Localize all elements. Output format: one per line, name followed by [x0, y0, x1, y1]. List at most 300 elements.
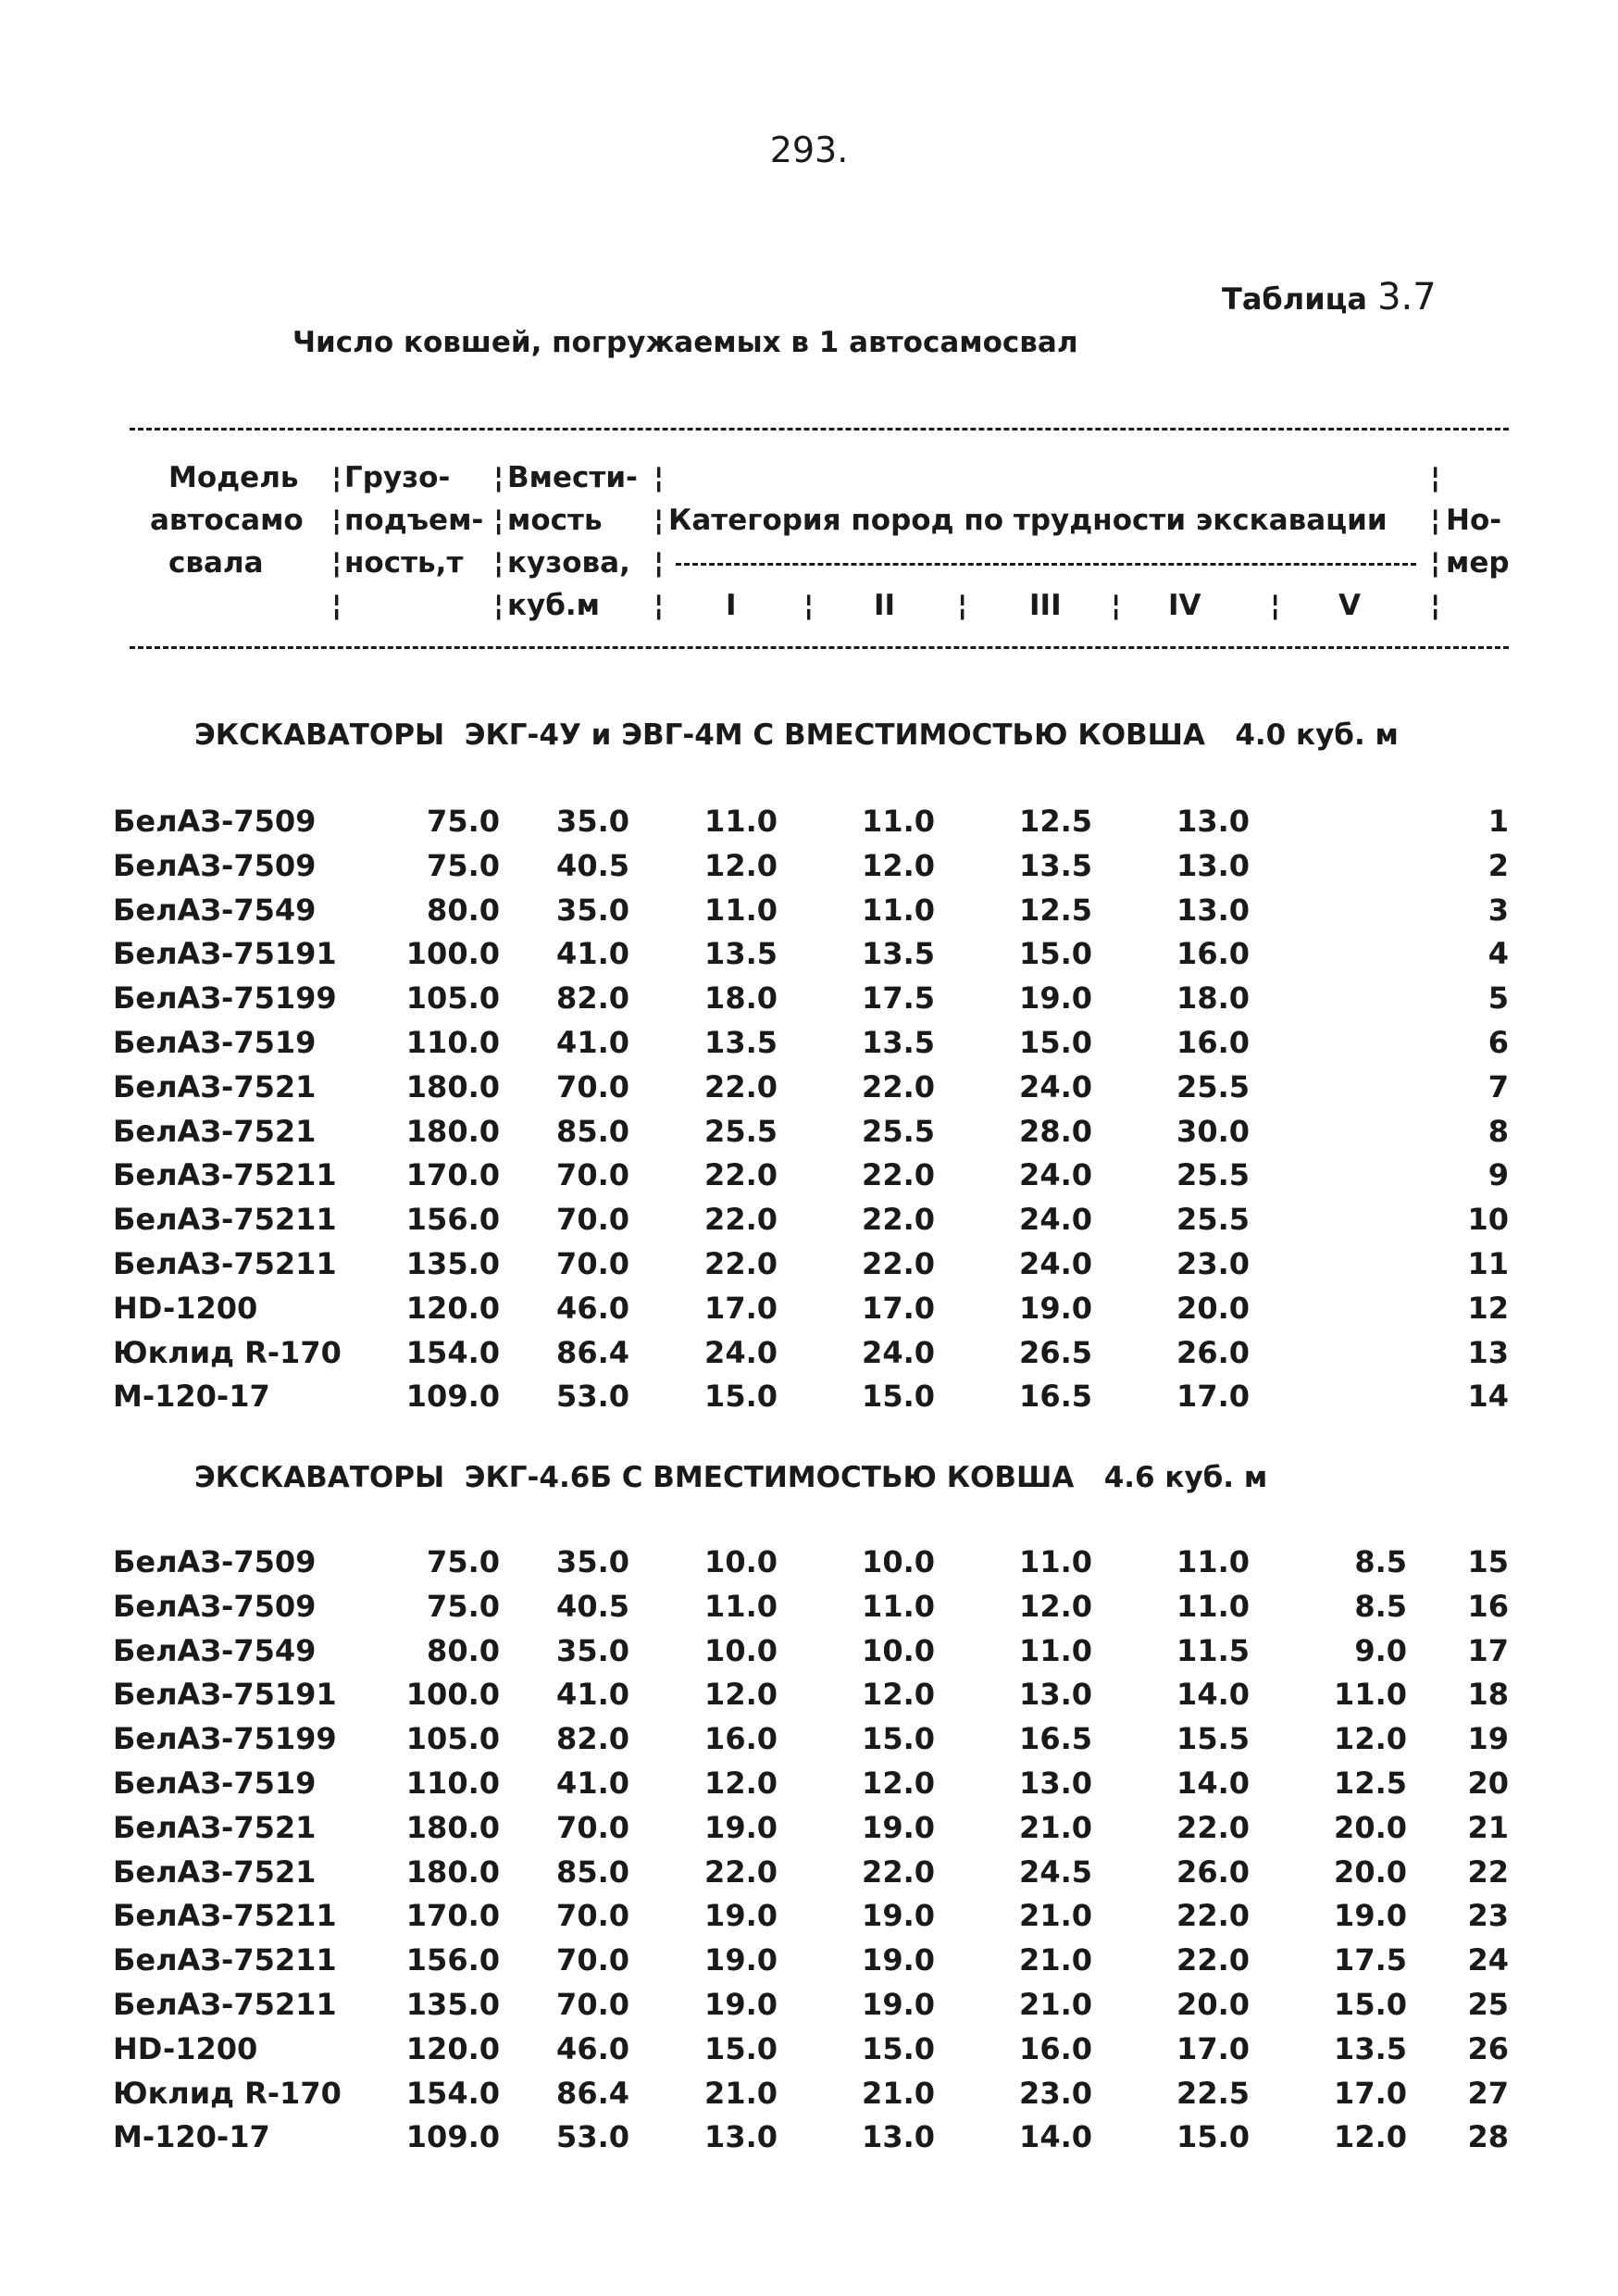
- cell-vol: 70.0: [556, 1202, 629, 1238]
- cell-cap: 135.0: [405, 1987, 500, 2022]
- cell-k2: 25.5: [862, 1113, 935, 1149]
- cell-no: 22: [1467, 1853, 1509, 1890]
- table-row: [0, 1766, 1618, 1810]
- cell-no: 14: [1467, 1379, 1509, 1415]
- cell-k2: 15.0: [862, 1379, 935, 1415]
- cell-no: 4: [1487, 936, 1509, 972]
- cell-k2: 11.0: [862, 1588, 935, 1624]
- cell-cap: 156.0: [405, 1202, 500, 1238]
- cell-k5: 9.0: [1354, 1632, 1407, 1668]
- cell-cap: 180.0: [405, 1853, 500, 1890]
- cell-no: 21: [1467, 1809, 1509, 1845]
- cell-model: HD-1200: [113, 2030, 258, 2066]
- cell-cap: 100.0: [405, 936, 500, 972]
- cell-k4: 11.5: [1176, 1632, 1250, 1668]
- cell-model: БелАЗ-75211: [113, 1942, 337, 1978]
- cell-vol: 53.0: [556, 1379, 629, 1415]
- cell-model: Юклид R-170: [113, 1334, 342, 1370]
- cell-k4: 23.0: [1176, 1246, 1250, 1281]
- section-title: ЭКСКАВАТОРЫ ЭКГ-4У и ЭВГ-4М С ВМЕСТИМОСТЬЮ КОВША 4.0 куб. м: [194, 718, 1399, 752]
- cell-k5: 11.0: [1334, 1677, 1407, 1713]
- table-row: [0, 1025, 1618, 1069]
- cell-k4: 15.5: [1176, 1721, 1250, 1757]
- cell-vol: 40.5: [556, 1588, 629, 1624]
- cell-k2: 15.0: [862, 2030, 935, 2066]
- cell-no: 19: [1467, 1721, 1509, 1757]
- cell-vol: 41.0: [556, 1677, 629, 1713]
- table-row: [0, 1246, 1618, 1291]
- cell-k4: 20.0: [1176, 1290, 1250, 1326]
- cell-k1: 22.0: [704, 1853, 778, 1890]
- cell-k3: 23.0: [1019, 2075, 1092, 2111]
- cell-k3: 19.0: [1019, 980, 1092, 1017]
- cell-cap: 156.0: [405, 1942, 500, 1978]
- cell-cap: 75.0: [427, 847, 500, 883]
- cell-vol: 35.0: [556, 892, 629, 928]
- table-row: [0, 1810, 1618, 1854]
- cell-vol: 46.0: [556, 1290, 629, 1326]
- cell-model: БелАЗ-75211: [113, 1202, 337, 1238]
- cell-no: 20: [1467, 1766, 1509, 1801]
- cell-cap: 105.0: [405, 980, 500, 1017]
- header-separator: ¦: [1430, 546, 1441, 580]
- cell-k2: 19.0: [862, 1942, 935, 1978]
- cell-model: БелАЗ-7549: [113, 892, 317, 928]
- header-separator: ¦: [331, 504, 342, 537]
- cell-k1: 19.0: [704, 1898, 778, 1934]
- cell-vol: 82.0: [556, 1721, 629, 1757]
- cell-cap: 120.0: [405, 1290, 500, 1326]
- cell-k4: 25.5: [1176, 1068, 1250, 1104]
- cell-k4: 13.0: [1176, 847, 1250, 883]
- header-model-line-3: свала: [168, 546, 264, 580]
- cell-cap: 105.0: [405, 1721, 500, 1757]
- cell-k4: 16.0: [1176, 936, 1250, 972]
- cell-model: М-120-17: [113, 1379, 270, 1415]
- cell-k1: 15.0: [704, 2030, 778, 2066]
- cell-vol: 86.4: [556, 2075, 629, 2111]
- cell-no: 10: [1467, 1202, 1509, 1238]
- header-separator: ¦: [653, 504, 665, 537]
- cell-k2: 21.0: [862, 2075, 935, 2111]
- cell-k1: 13.5: [704, 1025, 778, 1060]
- table-row: [0, 1987, 1618, 2031]
- table-row: [0, 1942, 1618, 1987]
- cell-vol: 41.0: [556, 1025, 629, 1060]
- cell-k3: 21.0: [1019, 1809, 1092, 1845]
- cell-model: БелАЗ-75211: [113, 1987, 337, 2022]
- cell-no: 11: [1467, 1246, 1509, 1281]
- cell-k5: 12.0: [1334, 2119, 1407, 2155]
- cell-cap: 170.0: [405, 1157, 500, 1193]
- cell-k5: 17.0: [1334, 2075, 1407, 2111]
- cell-vol: 82.0: [556, 980, 629, 1017]
- header-separator: ¦: [1111, 589, 1122, 622]
- cell-cap: 75.0: [427, 804, 500, 839]
- table-label: [1222, 276, 1437, 318]
- cell-model: БелАЗ-7519: [113, 1025, 317, 1060]
- cell-model: БелАЗ-75199: [113, 980, 337, 1017]
- cell-vol: 40.5: [556, 847, 629, 883]
- cell-k5: 19.0: [1334, 1898, 1407, 1934]
- cell-k1: 25.5: [704, 1113, 778, 1149]
- cell-k5: 8.5: [1354, 1544, 1407, 1579]
- cell-model: БелАЗ-75211: [113, 1246, 337, 1281]
- cell-no: 25: [1467, 1987, 1509, 2022]
- cell-k1: 11.0: [704, 892, 778, 928]
- cell-k4: 26.0: [1176, 1334, 1250, 1370]
- cell-k1: 19.0: [704, 1942, 778, 1978]
- cell-k1: 22.0: [704, 1246, 778, 1281]
- cell-cap: 80.0: [427, 1632, 500, 1668]
- cell-k2: 17.0: [862, 1290, 935, 1326]
- cell-k3: 24.0: [1019, 1157, 1092, 1193]
- cell-k4: 14.0: [1176, 1766, 1250, 1801]
- table-row: [0, 892, 1618, 937]
- cell-model: HD-1200: [113, 1290, 258, 1326]
- table-row: [0, 1379, 1618, 1423]
- header-separator: ¦: [653, 546, 665, 580]
- cell-k4: 13.0: [1176, 804, 1250, 839]
- cell-k3: 13.5: [1019, 847, 1092, 883]
- cell-no: 27: [1467, 2075, 1509, 2111]
- cell-k1: 12.0: [704, 1677, 778, 1713]
- cell-k2: 22.0: [862, 1853, 935, 1890]
- table-row: [0, 1633, 1618, 1678]
- cell-k3: 15.0: [1019, 936, 1092, 972]
- cell-model: БелАЗ-7509: [113, 1544, 317, 1579]
- cell-model: БелАЗ-7519: [113, 1766, 317, 1801]
- cell-cap: 109.0: [405, 1379, 500, 1415]
- cell-cap: 170.0: [405, 1898, 500, 1934]
- cell-k3: 13.0: [1019, 1677, 1092, 1713]
- cell-k2: 10.0: [862, 1632, 935, 1668]
- cell-cap: 135.0: [405, 1246, 500, 1281]
- cell-k1: 13.5: [704, 936, 778, 972]
- cell-k1: 19.0: [704, 1809, 778, 1845]
- cell-vol: 70.0: [556, 1942, 629, 1978]
- table-row: [0, 2031, 1618, 2076]
- cell-k3: 24.5: [1019, 1853, 1092, 1890]
- cell-no: 7: [1487, 1068, 1509, 1104]
- cell-cap: 120.0: [405, 2030, 500, 2066]
- table-row: [0, 1157, 1618, 1202]
- header-category-rule: [676, 563, 1416, 566]
- cell-no: 5: [1487, 980, 1509, 1017]
- table-row: [0, 1589, 1618, 1633]
- table-caption: Число ковшей, погружаемых в 1 автосамосвал: [292, 326, 1078, 359]
- cell-vol: 35.0: [556, 804, 629, 839]
- cell-k3: 24.0: [1019, 1202, 1092, 1238]
- cell-k4: 17.0: [1176, 2030, 1250, 2066]
- cell-k4: 17.0: [1176, 1379, 1250, 1415]
- cell-no: 8: [1487, 1113, 1509, 1149]
- cell-vol: 46.0: [556, 2030, 629, 2066]
- cell-k1: 22.0: [704, 1157, 778, 1193]
- cell-model: БелАЗ-75191: [113, 936, 337, 972]
- table-row: [0, 1202, 1618, 1246]
- cell-k2: 19.0: [862, 1809, 935, 1845]
- cell-vol: 86.4: [556, 1334, 629, 1370]
- cell-k3: 28.0: [1019, 1113, 1092, 1149]
- cell-cap: 110.0: [405, 1766, 500, 1801]
- cell-cap: 180.0: [405, 1113, 500, 1149]
- cell-no: 9: [1487, 1157, 1509, 1193]
- cell-k4: 14.0: [1176, 1677, 1250, 1713]
- cell-model: БелАЗ-7521: [113, 1068, 317, 1104]
- cell-cap: 110.0: [405, 1025, 500, 1060]
- cell-k2: 22.0: [862, 1246, 935, 1281]
- cell-k2: 11.0: [862, 804, 935, 839]
- table-row: [0, 1069, 1618, 1114]
- cell-k2: 22.0: [862, 1157, 935, 1193]
- header-volume-line-1: Вмести-: [507, 461, 638, 494]
- cell-cap: 75.0: [427, 1544, 500, 1579]
- cell-k5: 17.5: [1334, 1942, 1407, 1978]
- cell-k1: 10.0: [704, 1632, 778, 1668]
- cell-no: 16: [1467, 1588, 1509, 1624]
- cell-cap: 154.0: [405, 1334, 500, 1370]
- cell-model: БелАЗ-7509: [113, 847, 317, 883]
- cell-k2: 12.0: [862, 847, 935, 883]
- cell-k2: 19.0: [862, 1898, 935, 1934]
- cell-k3: 24.0: [1019, 1068, 1092, 1104]
- cell-k5: 12.0: [1334, 1721, 1407, 1757]
- cell-k2: 17.5: [862, 980, 935, 1017]
- header-category-5: V: [1338, 589, 1361, 622]
- table-row: [0, 1544, 1618, 1589]
- cell-k4: 11.0: [1176, 1588, 1250, 1624]
- header-separator: ¦: [493, 461, 504, 494]
- cell-no: 17: [1467, 1632, 1509, 1668]
- cell-k2: 10.0: [862, 1544, 935, 1579]
- cell-k2: 22.0: [862, 1068, 935, 1104]
- cell-cap: 75.0: [427, 1588, 500, 1624]
- cell-k2: 11.0: [862, 892, 935, 928]
- cell-no: 24: [1467, 1942, 1509, 1978]
- cell-model: БелАЗ-7521: [113, 1853, 317, 1890]
- cell-no: 28: [1467, 2119, 1509, 2155]
- cell-k2: 24.0: [862, 1334, 935, 1370]
- header-number-line-1: Но-: [1446, 504, 1502, 537]
- cell-k3: 16.5: [1019, 1721, 1092, 1757]
- cell-model: БелАЗ-7521: [113, 1113, 317, 1149]
- cell-k3: 16.0: [1019, 2030, 1092, 2066]
- cell-vol: 70.0: [556, 1809, 629, 1845]
- cell-k3: 21.0: [1019, 1898, 1092, 1934]
- cell-no: 1: [1487, 804, 1509, 839]
- cell-k4: 15.0: [1176, 2119, 1250, 2155]
- cell-k1: 17.0: [704, 1290, 778, 1326]
- table-row: [0, 1721, 1618, 1766]
- cell-k3: 21.0: [1019, 1987, 1092, 2022]
- table-row: [0, 1114, 1618, 1158]
- cell-k1: 11.0: [704, 804, 778, 839]
- cell-k3: 14.0: [1019, 2119, 1092, 2155]
- cell-k1: 22.0: [704, 1068, 778, 1104]
- cell-model: М-120-17: [113, 2119, 270, 2155]
- cell-k3: 11.0: [1019, 1544, 1092, 1579]
- cell-k3: 21.0: [1019, 1942, 1092, 1978]
- cell-cap: 80.0: [427, 892, 500, 928]
- cell-k3: 12.5: [1019, 804, 1092, 839]
- cell-k1: 24.0: [704, 1334, 778, 1370]
- cell-vol: 35.0: [556, 1544, 629, 1579]
- cell-no: 6: [1487, 1025, 1509, 1060]
- cell-k1: 16.0: [704, 1721, 778, 1757]
- header-volume-line-4: куб.м: [507, 589, 601, 622]
- section-title: ЭКСКАВАТОРЫ ЭКГ-4.6Б С ВМЕСТИМОСТЬЮ КОВША 4.6 куб. м: [194, 1461, 1268, 1494]
- cell-model: БелАЗ-75199: [113, 1721, 337, 1757]
- table-label-word: Таблица: [1222, 281, 1367, 317]
- cell-k1: 11.0: [704, 1588, 778, 1624]
- header-category-1: I: [726, 589, 737, 622]
- cell-k4: 22.5: [1176, 2075, 1250, 2111]
- header-separator: ¦: [1430, 461, 1441, 494]
- cell-k1: 19.0: [704, 1987, 778, 2022]
- header-separator: ¦: [653, 589, 665, 622]
- cell-cap: 100.0: [405, 1677, 500, 1713]
- cell-no: 12: [1467, 1290, 1509, 1326]
- header-capacity-line-3: ность,т: [344, 546, 464, 580]
- header-category-title: Категория пород по трудности экскавации: [668, 504, 1388, 537]
- cell-vol: 70.0: [556, 1898, 629, 1934]
- cell-k2: 12.0: [862, 1766, 935, 1801]
- header-bottom-rule: [130, 646, 1509, 649]
- cell-k4: 22.0: [1176, 1942, 1250, 1978]
- cell-vol: 41.0: [556, 1766, 629, 1801]
- cell-k1: 22.0: [704, 1202, 778, 1238]
- cell-k5: 12.5: [1334, 1766, 1407, 1801]
- table-row: [0, 980, 1618, 1025]
- table-label-number: 3.7: [1377, 276, 1437, 318]
- cell-vol: 35.0: [556, 1632, 629, 1668]
- cell-model: БелАЗ-75191: [113, 1677, 337, 1713]
- cell-k2: 19.0: [862, 1987, 935, 2022]
- cell-k3: 16.5: [1019, 1379, 1092, 1415]
- cell-no: 15: [1467, 1544, 1509, 1579]
- cell-vol: 85.0: [556, 1113, 629, 1149]
- header-separator: ¦: [803, 589, 815, 622]
- cell-k3: 24.0: [1019, 1246, 1092, 1281]
- cell-k4: 25.5: [1176, 1202, 1250, 1238]
- cell-model: БелАЗ-7521: [113, 1809, 317, 1845]
- page-number: 293.: [769, 130, 849, 170]
- cell-k4: 16.0: [1176, 1025, 1250, 1060]
- cell-cap: 154.0: [405, 2075, 500, 2111]
- header-model-line-2: автосамо: [150, 504, 304, 537]
- cell-cap: 109.0: [405, 2119, 500, 2155]
- cell-cap: 180.0: [405, 1809, 500, 1845]
- cell-k2: 13.0: [862, 2119, 935, 2155]
- cell-k1: 13.0: [704, 2119, 778, 2155]
- cell-no: 2: [1487, 847, 1509, 883]
- cell-no: 26: [1467, 2030, 1509, 2066]
- cell-vol: 41.0: [556, 936, 629, 972]
- table-row: [0, 1291, 1618, 1335]
- header-category-3: III: [1029, 589, 1062, 622]
- cell-no: 3: [1487, 892, 1509, 928]
- cell-k1: 12.0: [704, 1766, 778, 1801]
- cell-k4: 30.0: [1176, 1113, 1250, 1149]
- cell-k4: 22.0: [1176, 1898, 1250, 1934]
- cell-k5: 15.0: [1334, 1987, 1407, 2022]
- cell-model: БелАЗ-75211: [113, 1157, 337, 1193]
- header-separator: ¦: [493, 504, 504, 537]
- cell-k4: 11.0: [1176, 1544, 1250, 1579]
- header-separator: ¦: [331, 589, 342, 622]
- header-volume-line-2: мость: [507, 504, 603, 537]
- cell-vol: 70.0: [556, 1157, 629, 1193]
- table-row: [0, 2076, 1618, 2120]
- cell-vol: 70.0: [556, 1068, 629, 1104]
- header-separator: ¦: [957, 589, 968, 622]
- cell-k5: 8.5: [1354, 1588, 1407, 1624]
- header-separator: ¦: [331, 546, 342, 580]
- table-row: [0, 936, 1618, 980]
- cell-k5: 13.5: [1334, 2030, 1407, 2066]
- cell-k2: 12.0: [862, 1677, 935, 1713]
- cell-vol: 85.0: [556, 1853, 629, 1890]
- cell-cap: 180.0: [405, 1068, 500, 1104]
- cell-k3: 12.5: [1019, 892, 1092, 928]
- cell-k3: 12.0: [1019, 1588, 1092, 1624]
- cell-model: БелАЗ-7509: [113, 1588, 317, 1624]
- header-separator: ¦: [331, 461, 342, 494]
- cell-k1: 18.0: [704, 980, 778, 1017]
- cell-k4: 20.0: [1176, 1987, 1250, 2022]
- cell-no: 18: [1467, 1677, 1509, 1713]
- header-volume-line-3: кузова,: [507, 546, 630, 580]
- cell-k1: 10.0: [704, 1544, 778, 1579]
- header-category-2: II: [874, 589, 896, 622]
- cell-k2: 13.5: [862, 936, 935, 972]
- table-row: [0, 804, 1618, 848]
- cell-k5: 20.0: [1334, 1853, 1407, 1890]
- header-separator: ¦: [1430, 504, 1441, 537]
- cell-vol: 70.0: [556, 1246, 629, 1281]
- cell-k3: 11.0: [1019, 1632, 1092, 1668]
- cell-no: 23: [1467, 1898, 1509, 1934]
- cell-k5: 20.0: [1334, 1809, 1407, 1845]
- header-category-4: IV: [1168, 589, 1201, 622]
- cell-model: БелАЗ-7549: [113, 1632, 317, 1668]
- header-capacity-line-2: подъем-: [344, 504, 484, 537]
- cell-model: БелАЗ-75211: [113, 1898, 337, 1934]
- cell-model: Юклид R-170: [113, 2075, 342, 2111]
- cell-k1: 15.0: [704, 1379, 778, 1415]
- table-row: [0, 1898, 1618, 1942]
- header-number-line-2: мер: [1446, 546, 1510, 580]
- header-top-rule: [130, 428, 1509, 430]
- cell-k3: 19.0: [1019, 1290, 1092, 1326]
- header-separator: ¦: [1430, 589, 1441, 622]
- header-model-line-1: Модель: [168, 461, 299, 494]
- table-row: [0, 1854, 1618, 1899]
- cell-vol: 53.0: [556, 2119, 629, 2155]
- cell-k1: 21.0: [704, 2075, 778, 2111]
- cell-k4: 25.5: [1176, 1157, 1250, 1193]
- cell-k4: 18.0: [1176, 980, 1250, 1017]
- cell-no: 13: [1467, 1334, 1509, 1370]
- cell-k4: 26.0: [1176, 1853, 1250, 1890]
- header-separator: ¦: [493, 546, 504, 580]
- cell-k4: 13.0: [1176, 892, 1250, 928]
- cell-k2: 15.0: [862, 1721, 935, 1757]
- cell-vol: 70.0: [556, 1987, 629, 2022]
- cell-k3: 26.5: [1019, 1334, 1092, 1370]
- cell-k1: 12.0: [704, 847, 778, 883]
